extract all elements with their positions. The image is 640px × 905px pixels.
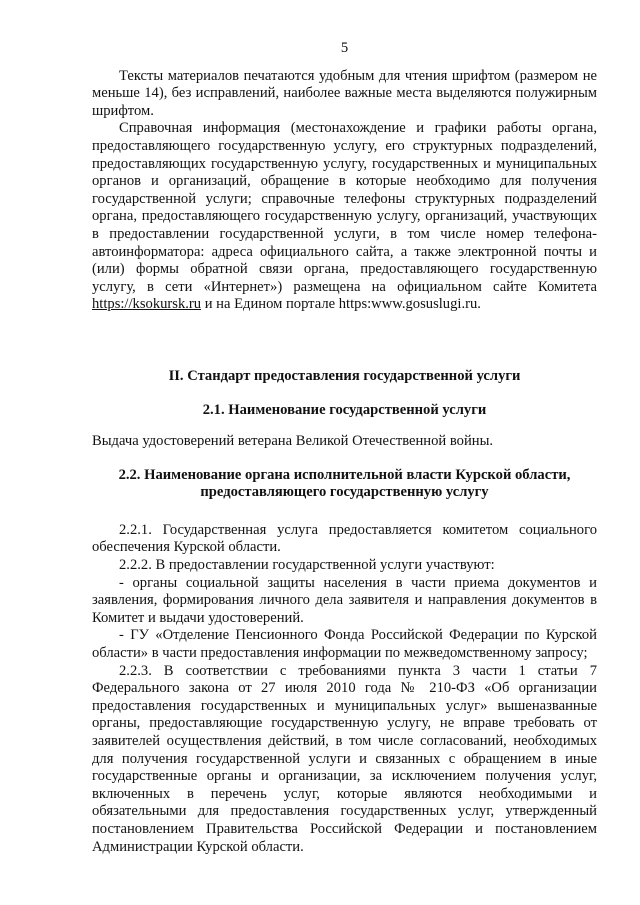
item-2-2-2: 2.2.2. В предоставлении государственной услуги участвуют: [119, 557, 495, 574]
document-page [92, 40, 597, 856]
item-2-2-3: 2.2.3. В соответствии с требованиями пункта 3 части 1 статьи 7 Федерального закона от 27 июля 2010 года № 210-ФЗ «Об организации предоставления государственных и муниципальных услуг» вышеназванные органы, предоставляющие государственную услугу, не вправе требовать от заявителей осуществления действий, в том числе согласований, необходимых для получения государственной услуги и связанных с обращением в иные государственные органы и организации, за исключением получения услуг, включенных в перечень услуг, которые являются необходимыми и обязательными для предоставления государственных услуг, утвержденный постановлением Правительства Российской Федерации и постановлением Администрации Курской области. [92, 662, 597, 855]
item-social-protection: - органы социальной защиты населения в части приема документов и заявления, формирования личного дела заявителя и направления документов в Комитет и выдачи удостоверений. [92, 574, 597, 626]
item-pension-fund: - ГУ «Отделение Пенсионного Фонда Российской Федерации по Курской области» в части предоставления информации по межведомственному запросу; [92, 627, 597, 662]
reference-info-text: Справочная информация (местонахождение и графики работы органа, предоставляющего государственную услугу, его структурных подразделений, предоставляющих государственную услугу, государственных и муниципальных органов и организаций, обращение в которые необходимо для получения государственной услуги; справочные телефоны структурных подразделений органа, предоставляющего государственную услугу, организаций, участвующих в предоставлении государственной услуги, в том числе номер телефона-автоинформатора: адреса официального сайта, а также электронной почты и (или) формы обратной связи органа, предоставляющего государственную услугу, в сети «Интернет») размещена на официальном сайте Комитета [92, 120, 597, 295]
committee-site-link[interactable]: https://ksokursk.ru [92, 296, 202, 313]
paragraph-reference-info [92, 120, 597, 314]
service-name-text: Выдача удостоверений ветерана Великой Отечественной войны. [92, 433, 494, 450]
subsection-heading-2-1: 2.1. Наименование государственной услуги [202, 401, 487, 418]
paragraph-font-requirements: Тексты материалов печатаются удобным для чтения шрифтом (размером не меньше 14), без исправлений, наиболее важные места выделяются полужирным шрифтом. [92, 67, 597, 119]
item-2-2-1: 2.2.1. Государственная услуга предоставляется комитетом социального обеспечения Курской области. [92, 521, 597, 556]
portal-text: и на Едином портале https:www.gosuslugi.ru. [201, 296, 481, 313]
page-number: 5 [340, 40, 349, 56]
section-heading: II. Стандарт предоставления государственной услуги [168, 367, 521, 384]
subsection-heading-2-2: 2.2. Наименование органа исполнительной власти Курской области, предоставляющего государственную услугу [118, 466, 571, 501]
